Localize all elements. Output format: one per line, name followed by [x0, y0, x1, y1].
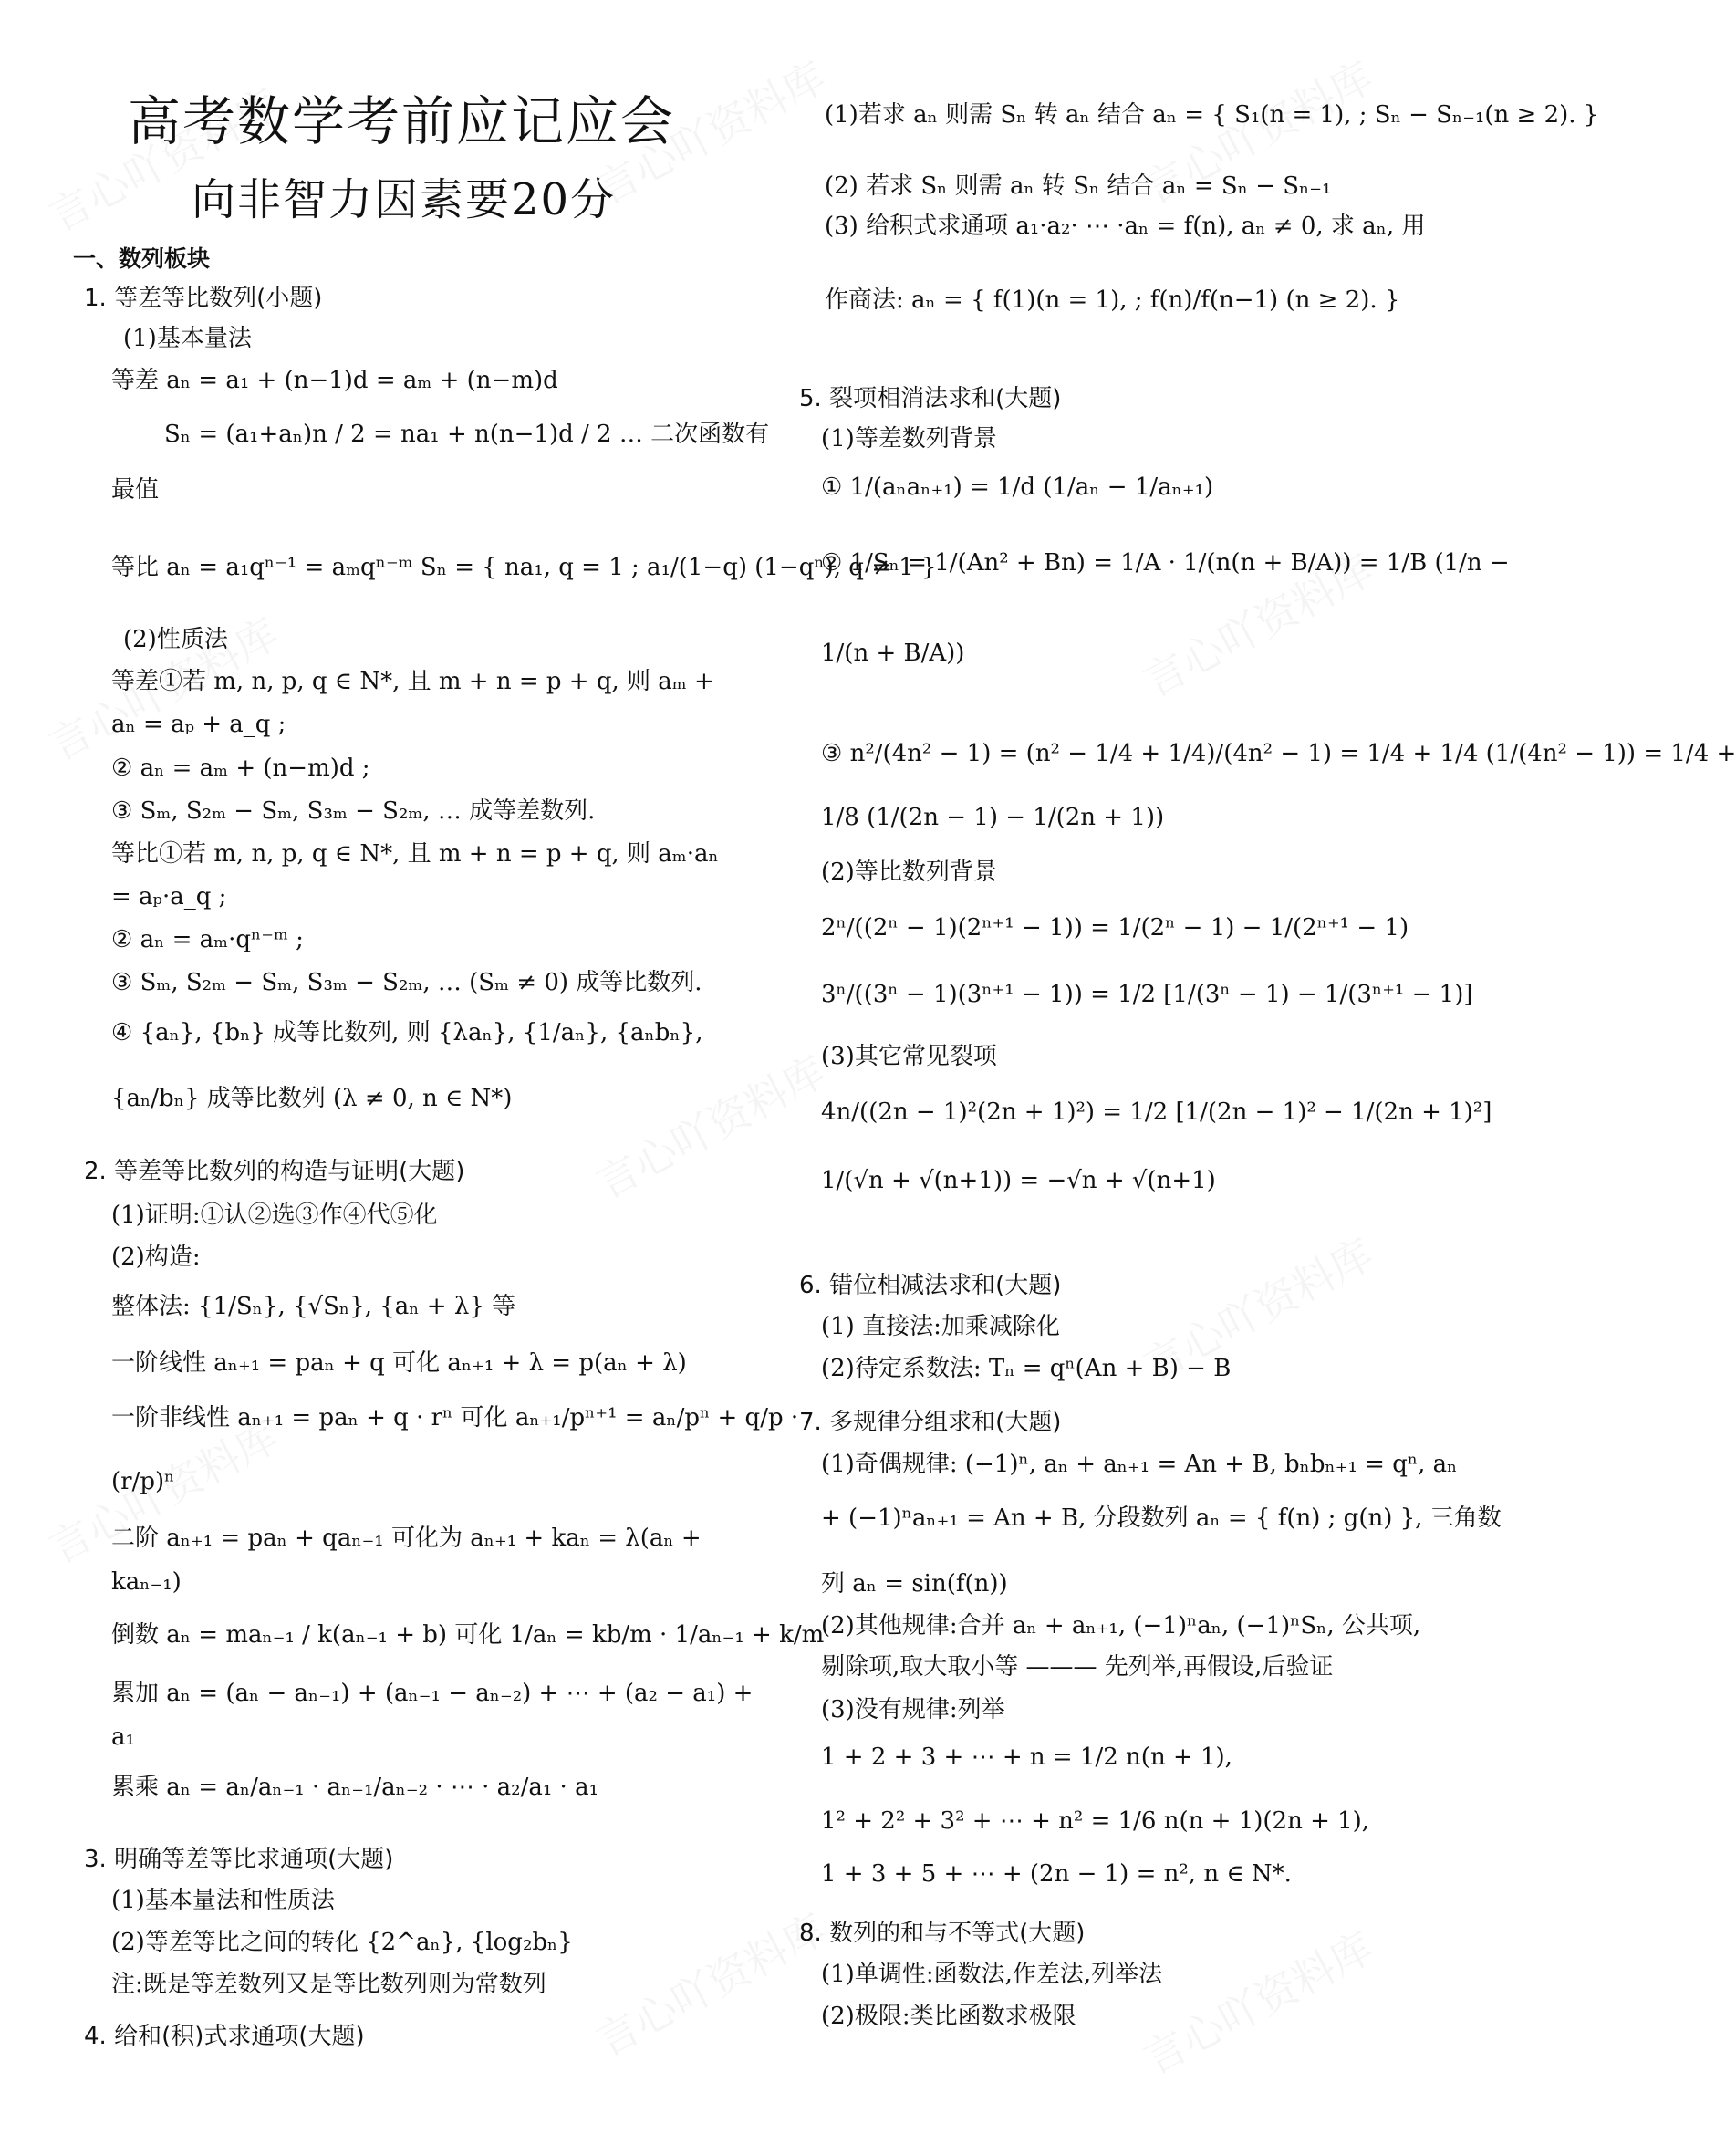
watermark — [1132, 1915, 1383, 2087]
formula-line: 等差 aₙ = a₁ + (n−1)d = aₘ + (n−m)d — [111, 367, 558, 394]
formula-line: 累乘 aₙ = aₙ/aₙ₋₁ · aₙ₋₁/aₙ₋₂ · ⋯ · a₂/a₁ · a₁ — [111, 1774, 598, 1801]
text-line: ② aₙ = aₘ·qⁿ⁻ᵐ ; — [111, 926, 304, 953]
text-line: {aₙ/bₙ} 成等比数列 (λ ≠ 0, n ∈ N*) — [111, 1085, 513, 1112]
text-line: ③ Sₘ, S₂ₘ − Sₘ, S₃ₘ − S₂ₘ, … 成等差数列. — [111, 797, 596, 825]
formula-line: 一阶非线性 aₙ₊₁ = paₙ + q · rⁿ 可化 aₙ₊₁/pⁿ⁺¹ = aₙ/pⁿ + q/p · — [111, 1404, 799, 1431]
watermark — [585, 1039, 836, 1211]
formula-line: 1/8 (1/(2n − 1) − 1/(2n + 1)) — [821, 804, 1165, 831]
formula-line: 倒数 aₙ = maₙ₋₁ / k(aₙ₋₁ + b) 可化 1/aₙ = kb/m · 1/aₙ₋₁ + k/m — [111, 1621, 825, 1649]
formula-line: a₁ — [111, 1723, 135, 1751]
text-line: ③ Sₘ, S₂ₘ − Sₘ, S₃ₘ − S₂ₘ, … (Sₘ ≠ 0) 成等比数列. — [111, 969, 702, 996]
sub-heading: (2)等比数列背景 — [821, 859, 997, 886]
text-line: aₙ = aₚ + a_q ; — [111, 711, 286, 738]
text-line: 等比①若 m, n, p, q ∈ N*, 且 m + n = p + q, 则 aₘ·aₙ — [111, 840, 719, 868]
formula-line: 2ⁿ/((2ⁿ − 1)(2ⁿ⁺¹ − 1)) = 1/(2ⁿ − 1) − 1/(2ⁿ⁺¹ − 1) — [821, 914, 1409, 942]
text-line: (1) 直接法:加乘减除化 — [821, 1313, 1060, 1340]
formula-line: 作商法: aₙ = { f(1)(n = 1), ; f(n)/f(n−1) (n ≥ 2). } — [825, 286, 1400, 314]
text-line: (1)证明:①认②选③作④代⑤化 — [111, 1202, 438, 1229]
formula-line: 等比 aₙ = a₁qⁿ⁻¹ = aₘqⁿ⁻ᵐ Sₙ = { na₁, q = 1 ; a₁/(1−q) (1−qⁿ), q ≠ 1 } — [111, 554, 937, 581]
text-line: (3) 给积式求通项 a₁·a₂· ⋯ ·aₙ = f(n), aₙ ≠ 0, 求 aₙ, 用 — [825, 213, 1426, 240]
text-line: = aₚ·a_q ; — [111, 883, 227, 911]
formula-line: ① 1/(aₙaₙ₊₁) = 1/d (1/aₙ − 1/aₙ₊₁) — [821, 474, 1214, 501]
formula-line: 1/(n + B/A)) — [821, 640, 965, 667]
formula-line: 1/(√n + √(n+1)) = −√n + √(n+1) — [821, 1167, 1216, 1194]
formula-line: 4n/((2n − 1)²(2n + 1)²) = 1/2 [1/(2n − 1)² − 1/(2n + 1)²] — [821, 1098, 1492, 1126]
sub-heading: (3)没有规律:列举 — [821, 1696, 1005, 1723]
formula-line: ③ n²/(4n² − 1) = (n² − 1/4 + 1/4)/(4n² − 1) = 1/4 + 1/4 (1/(4n² − 1)) = 1/4 + — [821, 740, 1736, 767]
formula-line: (2)等差等比之间的转化 {2^aₙ}, {log₂bₙ} — [111, 1929, 573, 1956]
sub-heading: (2)性质法 — [123, 626, 228, 653]
heading-2: 2. 等差等比数列的构造与证明(大题) — [84, 1158, 465, 1185]
text-line: (1)单调性:函数法,作差法,列举法 — [821, 1961, 1163, 1988]
formula-line: (1)奇偶规律: (−1)ⁿ, aₙ + aₙ₊₁ = An + B, bₙbₙ₊₁ = qⁿ, aₙ — [821, 1451, 1458, 1478]
text-line: 剔除项,取大取小等 ——— 先列举,再假设,后验证 — [821, 1653, 1334, 1681]
page-title: 高考数学考前应记应会 — [128, 90, 676, 152]
text-line: 注:既是等差数列又是等比数列则为常数列 — [111, 1971, 546, 1998]
text-line: 最值 — [111, 476, 160, 504]
text-line: (2)构造: — [111, 1244, 201, 1271]
page-subtitle: 向非智力因素要20分 — [192, 174, 617, 225]
formula-line: 1 + 3 + 5 + ⋯ + (2n − 1) = n², n ∈ N*. — [821, 1860, 1292, 1888]
text-line: ② aₙ = aₘ + (n−m)d ; — [111, 755, 370, 782]
formula-line: + (−1)ⁿaₙ₊₁ = An + B, 分段数列 aₙ = { f(n) ; g(n) }, 三角数 — [821, 1504, 1502, 1532]
formula-line: 1 + 2 + 3 + ⋯ + n = 1/2 n(n + 1), — [821, 1744, 1232, 1771]
formula-line: (1)若求 aₙ 则需 Sₙ 转 aₙ 结合 aₙ = { S₁(n = 1), ; Sₙ − Sₙ₋₁(n ≥ 2). } — [825, 101, 1599, 129]
heading-7: 7. 多规律分组求和(大题) — [799, 1409, 1062, 1436]
heading-1: 1. 等差等比数列(小题) — [84, 285, 323, 312]
text-line: 等差①若 m, n, p, q ∈ N*, 且 m + n = p + q, 则 aₘ + — [111, 668, 714, 695]
formula-line: 二阶 aₙ₊₁ = paₙ + qaₙ₋₁ 可化为 aₙ₊₁ + kaₙ = λ(aₙ + — [111, 1525, 702, 1552]
sub-heading: (1)基本量法 — [123, 325, 252, 352]
formula-line: 一阶线性 aₙ₊₁ = paₙ + q 可化 aₙ₊₁ + λ = p(aₙ + λ) — [111, 1349, 687, 1377]
formula-line: (r/p)ⁿ — [111, 1468, 175, 1495]
watermark — [585, 1897, 836, 2068]
sub-heading: (1)等差数列背景 — [821, 425, 997, 453]
text-line: (2) 若求 Sₙ 则需 aₙ 转 Sₙ 结合 aₙ = Sₙ − Sₙ₋₁ — [825, 172, 1332, 200]
formula-line: kaₙ₋₁) — [111, 1568, 182, 1596]
formula-line: ② 1/Sₙ = 1/(An² + Bn) = 1/A · 1/(n(n + B/A)) = 1/B (1/n − — [821, 549, 1510, 577]
heading-3: 3. 明确等差等比求通项(大题) — [84, 1846, 394, 1873]
text-line: (2)其他规律:合并 aₙ + aₙ₊₁, (−1)ⁿaₙ, (−1)ⁿSₙ, 公共项, — [821, 1612, 1421, 1640]
heading-4: 4. 给和(积)式求通项(大题) — [84, 2023, 365, 2050]
formula-line: 1² + 2² + 3² + ⋯ + n² = 1/6 n(n + 1)(2n + 1), — [821, 1807, 1370, 1835]
section-heading: 一、数列板块 — [73, 245, 211, 272]
heading-8: 8. 数列的和与不等式(大题) — [799, 1920, 1086, 1947]
text-line: ④ {aₙ}, {bₙ} 成等比数列, 则 {λaₙ}, {1/aₙ}, {aₙbₙ}, — [111, 1019, 703, 1046]
text-line: (1)基本量法和性质法 — [111, 1887, 335, 1914]
heading-6: 6. 错位相减法求和(大题) — [799, 1272, 1062, 1299]
sub-heading: (3)其它常见裂项 — [821, 1043, 997, 1070]
formula-line: 整体法: {1/Sₙ}, {√Sₙ}, {aₙ + λ} 等 — [111, 1293, 516, 1320]
formula-line: 3ⁿ/((3ⁿ − 1)(3ⁿ⁺¹ − 1)) = 1/2 [1/(3ⁿ − 1) − 1/(3ⁿ⁺¹ − 1)] — [821, 981, 1473, 1008]
text-line: (2)极限:类比函数求极限 — [821, 2003, 1076, 2030]
formula-line: (2)待定系数法: Tₙ = qⁿ(An + B) − B — [821, 1355, 1232, 1382]
formula-line: Sₙ = (a₁+aₙ)n / 2 = na₁ + n(n−1)d / 2 … 二次函数有 — [164, 421, 770, 448]
heading-5: 5. 裂项相消法求和(大题) — [799, 385, 1062, 412]
formula-line: 累加 aₙ = (aₙ − aₙ₋₁) + (aₙ₋₁ − aₙ₋₂) + ⋯ + (a₂ − a₁) + — [111, 1680, 754, 1707]
formula-line: 列 aₙ = sin(f(n)) — [821, 1570, 1008, 1598]
